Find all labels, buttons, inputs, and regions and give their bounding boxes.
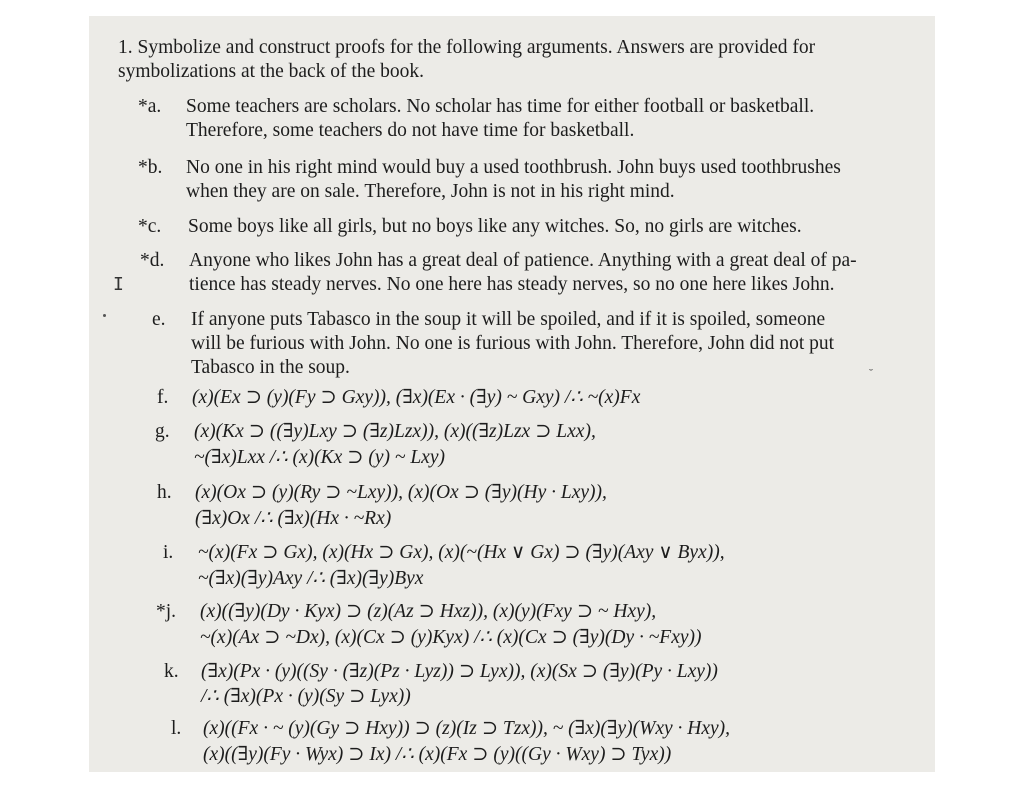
- item-label-f: f.: [157, 387, 169, 408]
- item-e-line-2: will be furious with John. No one is furious with John. Therefore, John did not put: [191, 333, 835, 354]
- item-label-a: *a.: [138, 96, 162, 117]
- item-d-line-1: Anyone who likes John has a great deal of patience. Anything with a great deal of pa-: [189, 250, 857, 271]
- item-g-line-2: ~(∃x)Lxx /∴ (x)(Kx ⊃ (y) ~ Lxy): [194, 447, 445, 468]
- item-label-k: k.: [164, 661, 179, 682]
- text-cursor-icon: I: [113, 274, 124, 295]
- item-i-line-1: ~(x)(Fx ⊃ Gx), (x)(Hx ⊃ Gx), (x)(~(Hx ∨ Gx) ⊃ (∃y)(Axy ∨ Byx)),: [198, 542, 725, 563]
- instruction-line-2: symbolizations at the back of the book.: [118, 61, 424, 82]
- item-c-line-1: Some boys like all girls, but no boys like any witches. So, no girls are witches.: [188, 216, 802, 237]
- margin-mark: ˘: [869, 366, 873, 380]
- dust-speck: [103, 314, 106, 317]
- item-l-line-2: (x)((∃y)(Fy · Wyx) ⊃ Ix) /∴ (x)(Fx ⊃ (y)((Gy · Wxy) ⊃ Tyx)): [203, 744, 672, 765]
- item-b-line-2: when they are on sale. Therefore, John is not in his right mind.: [186, 181, 675, 202]
- item-label-e: e.: [152, 309, 166, 330]
- item-k-line-1: (∃x)(Px · (y)((Sy · (∃z)(Pz · Lyz)) ⊃ Lyx)), (x)(Sx ⊃ (∃y)(Py · Lxy)): [201, 661, 718, 682]
- item-a-line-2: Therefore, some teachers do not have time for basketball.: [186, 120, 635, 141]
- item-label-g: g.: [155, 421, 170, 442]
- item-label-h: h.: [157, 482, 172, 503]
- item-label-c: *c.: [138, 216, 162, 237]
- item-f-line-1: (x)(Ex ⊃ (y)(Fy ⊃ Gxy)), (∃x)(Ex · (∃y) ~ Gxy) /∴ ~(x)Fx: [192, 387, 641, 408]
- item-label-l: l.: [171, 718, 182, 739]
- item-i-line-2: ~(∃x)(∃y)Axy /∴ (∃x)(∃y)Byx: [198, 568, 424, 589]
- item-g-line-1: (x)(Kx ⊃ ((∃y)Lxy ⊃ (∃z)Lzx)), (x)((∃z)Lzx ⊃ Lxx),: [194, 421, 596, 442]
- item-j-line-2: ~(x)(Ax ⊃ ~Dx), (x)(Cx ⊃ (y)Kyx) /∴ (x)(Cx ⊃ (∃y)(Dy · ~Fxy)): [200, 627, 702, 648]
- item-h-line-2: (∃x)Ox /∴ (∃x)(Hx · ~Rx): [195, 508, 392, 529]
- item-a-line-1: Some teachers are scholars. No scholar has time for either football or basketball.: [186, 96, 815, 117]
- item-d-line-2: tience has steady nerves. No one here has steady nerves, so no one here likes John.: [189, 274, 835, 295]
- textbook-page-photo: [89, 16, 935, 772]
- item-label-j: *j.: [156, 601, 177, 622]
- item-e-line-3: Tabasco in the soup.: [191, 357, 350, 378]
- item-h-line-1: (x)(Ox ⊃ (y)(Ry ⊃ ~Lxy)), (x)(Ox ⊃ (∃y)(Hy · Lxy)),: [195, 482, 607, 503]
- instruction-line-1: 1. Symbolize and construct proofs for the following arguments. Answers are provided for: [118, 37, 816, 58]
- item-b-line-1: No one in his right mind would buy a used toothbrush. John buys used toothbrushes: [186, 157, 841, 178]
- item-j-line-1: (x)((∃y)(Dy · Kyx) ⊃ (z)(Az ⊃ Hxz)), (x)(y)(Fxy ⊃ ~ Hxy),: [200, 601, 657, 622]
- item-label-i: i.: [163, 542, 174, 563]
- item-l-line-1: (x)((Fx · ~ (y)(Gy ⊃ Hxy)) ⊃ (z)(Iz ⊃ Tzx)), ~ (∃x)(∃y)(Wxy · Hxy),: [203, 718, 731, 739]
- item-e-line-1: If anyone puts Tabasco in the soup it will be spoiled, and if it is spoiled, someone: [191, 309, 826, 330]
- item-label-b: *b.: [138, 157, 163, 178]
- item-label-d: *d.: [140, 250, 165, 271]
- item-k-line-2: /∴ (∃x)(Px · (y)(Sy ⊃ Lyx)): [201, 686, 411, 707]
